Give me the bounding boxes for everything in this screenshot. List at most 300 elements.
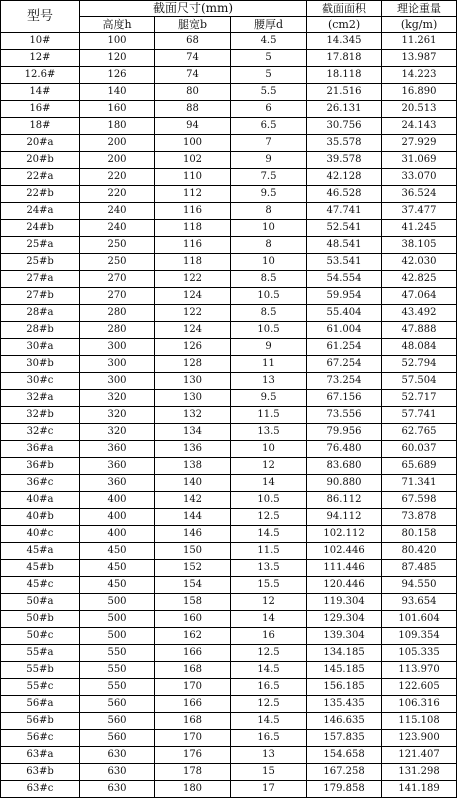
flange-width-cell: 124 bbox=[155, 322, 231, 339]
flange-width-cell: 166 bbox=[155, 696, 231, 713]
area-cell: 21.516 bbox=[307, 84, 382, 101]
flange-width-cell: 136 bbox=[155, 441, 231, 458]
table-row bbox=[1, 696, 457, 713]
weight-cell: 42.825 bbox=[382, 271, 457, 288]
model-cell: 12.6# bbox=[1, 67, 80, 84]
web-thickness-cell: 6.5 bbox=[231, 118, 307, 135]
model-cell: 32#c bbox=[1, 424, 80, 441]
table-row bbox=[1, 526, 457, 543]
table-row bbox=[1, 730, 457, 747]
area-cell: 134.185 bbox=[307, 645, 382, 662]
flange-width-cell: 138 bbox=[155, 458, 231, 475]
model-cell: 56#c bbox=[1, 730, 80, 747]
height-cell: 270 bbox=[80, 271, 155, 288]
table-row bbox=[1, 305, 457, 322]
model-cell: 22#a bbox=[1, 169, 80, 186]
table-row bbox=[1, 611, 457, 628]
area-cell: 102.446 bbox=[307, 543, 382, 560]
web-thickness-cell: 12.5 bbox=[231, 645, 307, 662]
table-row bbox=[1, 458, 457, 475]
height-cell: 450 bbox=[80, 543, 155, 560]
area-cell: 17.818 bbox=[307, 50, 382, 67]
flange-width-cell: 100 bbox=[155, 135, 231, 152]
height-cell: 200 bbox=[80, 135, 155, 152]
model-cell: 50#c bbox=[1, 628, 80, 645]
height-cell: 560 bbox=[80, 713, 155, 730]
model-cell: 27#a bbox=[1, 271, 80, 288]
height-cell: 300 bbox=[80, 373, 155, 390]
flange-width-cell: 118 bbox=[155, 220, 231, 237]
area-cell: 119.304 bbox=[307, 594, 382, 611]
web-thickness-cell: 17 bbox=[231, 781, 307, 798]
flange-width-cell: 154 bbox=[155, 577, 231, 594]
table-row bbox=[1, 322, 457, 339]
table-row bbox=[1, 407, 457, 424]
flange-width-cell: 168 bbox=[155, 662, 231, 679]
table-body bbox=[1, 33, 457, 798]
web-thickness-cell: 13 bbox=[231, 747, 307, 764]
flange-width-cell: 128 bbox=[155, 356, 231, 373]
area-cell: 90.880 bbox=[307, 475, 382, 492]
weight-cell: 115.108 bbox=[382, 713, 457, 730]
height-cell: 360 bbox=[80, 441, 155, 458]
area-header: 截面面积 bbox=[307, 1, 382, 17]
flange-width-cell: 118 bbox=[155, 254, 231, 271]
table-header bbox=[1, 1, 457, 33]
weight-cell: 105.335 bbox=[382, 645, 457, 662]
flange-width-cell: 74 bbox=[155, 67, 231, 84]
table-row bbox=[1, 203, 457, 220]
area-cell: 157.835 bbox=[307, 730, 382, 747]
area-cell: 73.254 bbox=[307, 373, 382, 390]
web-thickness-cell: 8.5 bbox=[231, 305, 307, 322]
flange-width-cell: 112 bbox=[155, 186, 231, 203]
flange-width-cell: 102 bbox=[155, 152, 231, 169]
table-row bbox=[1, 475, 457, 492]
height-cell: 280 bbox=[80, 305, 155, 322]
area-cell: 18.118 bbox=[307, 67, 382, 84]
weight-cell: 57.741 bbox=[382, 407, 457, 424]
web-thickness-cell: 8.5 bbox=[231, 271, 307, 288]
table-row bbox=[1, 50, 457, 67]
weight-cell: 106.316 bbox=[382, 696, 457, 713]
web-thickness-cell: 14.5 bbox=[231, 662, 307, 679]
area-cell: 129.304 bbox=[307, 611, 382, 628]
model-cell: 63#c bbox=[1, 781, 80, 798]
weight-cell: 80.420 bbox=[382, 543, 457, 560]
model-cell: 28#a bbox=[1, 305, 80, 322]
height-cell: 400 bbox=[80, 526, 155, 543]
web-thickness-cell: 16 bbox=[231, 628, 307, 645]
height-cell: 560 bbox=[80, 730, 155, 747]
height-cell: 240 bbox=[80, 220, 155, 237]
model-cell: 25#b bbox=[1, 254, 80, 271]
height-cell: 630 bbox=[80, 747, 155, 764]
model-cell: 50#b bbox=[1, 611, 80, 628]
flange-width-cell: 88 bbox=[155, 101, 231, 118]
area-cell: 83.680 bbox=[307, 458, 382, 475]
flange-width-cell: 152 bbox=[155, 560, 231, 577]
weight-cell: 62.765 bbox=[382, 424, 457, 441]
area-cell: 52.541 bbox=[307, 220, 382, 237]
flange-width-cell: 166 bbox=[155, 645, 231, 662]
web-thickness-cell: 7.5 bbox=[231, 169, 307, 186]
flange-width-cell: 168 bbox=[155, 713, 231, 730]
height-cell: 500 bbox=[80, 611, 155, 628]
area-cell: 46.528 bbox=[307, 186, 382, 203]
model-cell: 36#b bbox=[1, 458, 80, 475]
web-thickness-cell: 12.5 bbox=[231, 696, 307, 713]
model-cell: 45#b bbox=[1, 560, 80, 577]
table-row bbox=[1, 339, 457, 356]
flange-width-cell: 126 bbox=[155, 339, 231, 356]
table-row bbox=[1, 543, 457, 560]
flange-width-cell: 170 bbox=[155, 730, 231, 747]
flange-width-cell: 160 bbox=[155, 611, 231, 628]
area-cell: 55.404 bbox=[307, 305, 382, 322]
weight-cell: 131.298 bbox=[382, 764, 457, 781]
model-cell: 45#a bbox=[1, 543, 80, 560]
model-cell: 36#a bbox=[1, 441, 80, 458]
flange-width-cell: 94 bbox=[155, 118, 231, 135]
height-cell: 560 bbox=[80, 696, 155, 713]
web-thickness-cell: 12 bbox=[231, 458, 307, 475]
area-cell: 67.254 bbox=[307, 356, 382, 373]
area-cell: 156.185 bbox=[307, 679, 382, 696]
web-thickness-cell: 6 bbox=[231, 101, 307, 118]
web-thickness-cell: 5.5 bbox=[231, 84, 307, 101]
area-cell: 76.480 bbox=[307, 441, 382, 458]
table-row bbox=[1, 186, 457, 203]
weight-cell: 73.878 bbox=[382, 509, 457, 526]
height-cell: 360 bbox=[80, 475, 155, 492]
weight-cell: 48.084 bbox=[382, 339, 457, 356]
height-cell: 250 bbox=[80, 237, 155, 254]
height-cell: 220 bbox=[80, 186, 155, 203]
table-row bbox=[1, 781, 457, 798]
web-thickness-cell: 10.5 bbox=[231, 492, 307, 509]
height-cell: 160 bbox=[80, 101, 155, 118]
flange-width-cell: 170 bbox=[155, 679, 231, 696]
weight-cell: 141.189 bbox=[382, 781, 457, 798]
table-row bbox=[1, 679, 457, 696]
area-cell: 61.254 bbox=[307, 339, 382, 356]
flange-width-cell: 132 bbox=[155, 407, 231, 424]
height-cell: 140 bbox=[80, 84, 155, 101]
area-cell: 26.131 bbox=[307, 101, 382, 118]
height-cell: 450 bbox=[80, 577, 155, 594]
web-thickness-cell: 10.5 bbox=[231, 322, 307, 339]
area-cell: 120.446 bbox=[307, 577, 382, 594]
weight-cell: 65.689 bbox=[382, 458, 457, 475]
weight-cell: 121.407 bbox=[382, 747, 457, 764]
web-thickness-cell: 7 bbox=[231, 135, 307, 152]
height-cell: 120 bbox=[80, 50, 155, 67]
height-cell: 220 bbox=[80, 169, 155, 186]
height-cell: 126 bbox=[80, 67, 155, 84]
web-thickness-cell: 9 bbox=[231, 339, 307, 356]
weight-cell: 43.492 bbox=[382, 305, 457, 322]
flange-width-cell: 110 bbox=[155, 169, 231, 186]
height-cell: 550 bbox=[80, 662, 155, 679]
flange-width-cell: 158 bbox=[155, 594, 231, 611]
area-cell: 179.858 bbox=[307, 781, 382, 798]
height-cell: 320 bbox=[80, 390, 155, 407]
weight-cell: 52.717 bbox=[382, 390, 457, 407]
weight-cell: 42.030 bbox=[382, 254, 457, 271]
area-cell: 35.578 bbox=[307, 135, 382, 152]
area-cell: 139.304 bbox=[307, 628, 382, 645]
web-thickness-cell: 15.5 bbox=[231, 577, 307, 594]
web-thickness-cell: 5 bbox=[231, 67, 307, 84]
height-cell: 240 bbox=[80, 203, 155, 220]
model-cell: 32#a bbox=[1, 390, 80, 407]
weight-cell: 109.354 bbox=[382, 628, 457, 645]
area-cell: 61.004 bbox=[307, 322, 382, 339]
table-row bbox=[1, 441, 457, 458]
weight-cell: 47.888 bbox=[382, 322, 457, 339]
model-cell: 55#a bbox=[1, 645, 80, 662]
web-thickness-cell: 13.5 bbox=[231, 424, 307, 441]
weight-cell: 47.064 bbox=[382, 288, 457, 305]
flange-width-cell: 68 bbox=[155, 33, 231, 50]
height-cell: 250 bbox=[80, 254, 155, 271]
web-thickness-cell: 10 bbox=[231, 254, 307, 271]
table-row bbox=[1, 67, 457, 84]
model-cell: 14# bbox=[1, 84, 80, 101]
area-cell: 167.258 bbox=[307, 764, 382, 781]
table-row bbox=[1, 713, 457, 730]
weight-cell: 36.524 bbox=[382, 186, 457, 203]
model-cell: 50#a bbox=[1, 594, 80, 611]
web-thickness-cell: 11.5 bbox=[231, 407, 307, 424]
height-cell: 500 bbox=[80, 594, 155, 611]
web-thickness-header: 腰厚d bbox=[231, 17, 307, 33]
model-cell: 40#c bbox=[1, 526, 80, 543]
flange-width-cell: 144 bbox=[155, 509, 231, 526]
model-header: 型号 bbox=[1, 1, 80, 33]
model-cell: 40#b bbox=[1, 509, 80, 526]
web-thickness-cell: 10 bbox=[231, 220, 307, 237]
flange-width-cell: 122 bbox=[155, 305, 231, 322]
weight-cell: 31.069 bbox=[382, 152, 457, 169]
flange-width-cell: 140 bbox=[155, 475, 231, 492]
model-cell: 55#b bbox=[1, 662, 80, 679]
weight-cell: 37.477 bbox=[382, 203, 457, 220]
model-cell: 30#a bbox=[1, 339, 80, 356]
weight-cell: 93.654 bbox=[382, 594, 457, 611]
table-row bbox=[1, 764, 457, 781]
model-cell: 18# bbox=[1, 118, 80, 135]
table-row bbox=[1, 390, 457, 407]
area-cell: 86.112 bbox=[307, 492, 382, 509]
weight-cell: 33.070 bbox=[382, 169, 457, 186]
flange-width-cell: 122 bbox=[155, 271, 231, 288]
height-cell: 270 bbox=[80, 288, 155, 305]
height-cell: 550 bbox=[80, 645, 155, 662]
weight-cell: 122.605 bbox=[382, 679, 457, 696]
model-cell: 20#b bbox=[1, 152, 80, 169]
web-thickness-cell: 16.5 bbox=[231, 730, 307, 747]
web-thickness-cell: 4.5 bbox=[231, 33, 307, 50]
flange-width-cell: 80 bbox=[155, 84, 231, 101]
weight-cell: 27.929 bbox=[382, 135, 457, 152]
web-thickness-cell: 12 bbox=[231, 594, 307, 611]
height-cell: 400 bbox=[80, 509, 155, 526]
height-header: 高度h bbox=[80, 17, 155, 33]
weight-cell: 57.504 bbox=[382, 373, 457, 390]
area-cell: 54.554 bbox=[307, 271, 382, 288]
web-thickness-cell: 9.5 bbox=[231, 186, 307, 203]
table-row bbox=[1, 747, 457, 764]
area-cell: 94.112 bbox=[307, 509, 382, 526]
area-cell: 73.556 bbox=[307, 407, 382, 424]
table-row bbox=[1, 220, 457, 237]
area-cell: 14.345 bbox=[307, 33, 382, 50]
model-cell: 27#b bbox=[1, 288, 80, 305]
table-row bbox=[1, 577, 457, 594]
weight-cell: 80.158 bbox=[382, 526, 457, 543]
section-size-header: 截面尺寸(mm) bbox=[80, 1, 307, 17]
table-row bbox=[1, 237, 457, 254]
weight-cell: 123.900 bbox=[382, 730, 457, 747]
height-cell: 630 bbox=[80, 781, 155, 798]
web-thickness-cell: 12.5 bbox=[231, 509, 307, 526]
height-cell: 360 bbox=[80, 458, 155, 475]
web-thickness-cell: 14.5 bbox=[231, 526, 307, 543]
weight-cell: 16.890 bbox=[382, 84, 457, 101]
web-thickness-cell: 8 bbox=[231, 237, 307, 254]
height-cell: 200 bbox=[80, 152, 155, 169]
model-cell: 20#a bbox=[1, 135, 80, 152]
web-thickness-cell: 11.5 bbox=[231, 543, 307, 560]
web-thickness-cell: 14.5 bbox=[231, 713, 307, 730]
flange-width-cell: 124 bbox=[155, 288, 231, 305]
flange-width-cell: 130 bbox=[155, 373, 231, 390]
area-cell: 30.756 bbox=[307, 118, 382, 135]
table-row bbox=[1, 254, 457, 271]
area-cell: 79.956 bbox=[307, 424, 382, 441]
table-row bbox=[1, 101, 457, 118]
web-thickness-cell: 11 bbox=[231, 356, 307, 373]
height-cell: 280 bbox=[80, 322, 155, 339]
area-cell: 154.658 bbox=[307, 747, 382, 764]
weight-unit-header: (kg/m) bbox=[382, 17, 457, 33]
web-thickness-cell: 10 bbox=[231, 441, 307, 458]
weight-cell: 113.970 bbox=[382, 662, 457, 679]
flange-width-cell: 162 bbox=[155, 628, 231, 645]
table-row bbox=[1, 424, 457, 441]
height-cell: 400 bbox=[80, 492, 155, 509]
model-cell: 55#c bbox=[1, 679, 80, 696]
height-cell: 630 bbox=[80, 764, 155, 781]
table-row bbox=[1, 356, 457, 373]
model-cell: 12# bbox=[1, 50, 80, 67]
area-cell: 53.541 bbox=[307, 254, 382, 271]
weight-cell: 13.987 bbox=[382, 50, 457, 67]
area-unit-header: (cm2) bbox=[307, 17, 382, 33]
model-cell: 16# bbox=[1, 101, 80, 118]
weight-cell: 60.037 bbox=[382, 441, 457, 458]
web-thickness-cell: 13 bbox=[231, 373, 307, 390]
web-thickness-cell: 10.5 bbox=[231, 288, 307, 305]
weight-cell: 67.598 bbox=[382, 492, 457, 509]
area-cell: 42.128 bbox=[307, 169, 382, 186]
weight-header: 理论重量 bbox=[382, 1, 457, 17]
height-cell: 550 bbox=[80, 679, 155, 696]
table-row bbox=[1, 288, 457, 305]
area-cell: 135.435 bbox=[307, 696, 382, 713]
model-cell: 45#c bbox=[1, 577, 80, 594]
flange-width-cell: 142 bbox=[155, 492, 231, 509]
table-row bbox=[1, 560, 457, 577]
table-row bbox=[1, 152, 457, 169]
web-thickness-cell: 16.5 bbox=[231, 679, 307, 696]
weight-cell: 20.513 bbox=[382, 101, 457, 118]
table-row bbox=[1, 645, 457, 662]
table-row bbox=[1, 135, 457, 152]
flange-width-cell: 150 bbox=[155, 543, 231, 560]
table-row bbox=[1, 373, 457, 390]
model-cell: 56#b bbox=[1, 713, 80, 730]
height-cell: 320 bbox=[80, 407, 155, 424]
weight-cell: 52.794 bbox=[382, 356, 457, 373]
model-cell: 40#a bbox=[1, 492, 80, 509]
height-cell: 100 bbox=[80, 33, 155, 50]
flange-width-header: 腿宽b bbox=[155, 17, 231, 33]
web-thickness-cell: 5 bbox=[231, 50, 307, 67]
area-cell: 102.112 bbox=[307, 526, 382, 543]
weight-cell: 71.341 bbox=[382, 475, 457, 492]
area-cell: 146.635 bbox=[307, 713, 382, 730]
model-cell: 25#a bbox=[1, 237, 80, 254]
weight-cell: 41.245 bbox=[382, 220, 457, 237]
model-cell: 24#a bbox=[1, 203, 80, 220]
weight-cell: 94.550 bbox=[382, 577, 457, 594]
model-cell: 36#c bbox=[1, 475, 80, 492]
area-cell: 39.578 bbox=[307, 152, 382, 169]
area-cell: 67.156 bbox=[307, 390, 382, 407]
height-cell: 450 bbox=[80, 560, 155, 577]
table-row bbox=[1, 628, 457, 645]
flange-width-cell: 130 bbox=[155, 390, 231, 407]
model-cell: 10# bbox=[1, 33, 80, 50]
table-row bbox=[1, 509, 457, 526]
model-cell: 63#a bbox=[1, 747, 80, 764]
height-cell: 500 bbox=[80, 628, 155, 645]
web-thickness-cell: 14 bbox=[231, 611, 307, 628]
table-row bbox=[1, 118, 457, 135]
web-thickness-cell: 9.5 bbox=[231, 390, 307, 407]
web-thickness-cell: 13.5 bbox=[231, 560, 307, 577]
area-cell: 59.954 bbox=[307, 288, 382, 305]
flange-width-cell: 178 bbox=[155, 764, 231, 781]
model-cell: 30#c bbox=[1, 373, 80, 390]
flange-width-cell: 146 bbox=[155, 526, 231, 543]
table-row bbox=[1, 33, 457, 50]
model-cell: 30#b bbox=[1, 356, 80, 373]
header-row-top bbox=[1, 1, 457, 17]
table-row bbox=[1, 594, 457, 611]
height-cell: 180 bbox=[80, 118, 155, 135]
table-row bbox=[1, 271, 457, 288]
model-cell: 32#b bbox=[1, 407, 80, 424]
area-cell: 47.741 bbox=[307, 203, 382, 220]
height-cell: 320 bbox=[80, 424, 155, 441]
flange-width-cell: 116 bbox=[155, 203, 231, 220]
area-cell: 48.541 bbox=[307, 237, 382, 254]
height-cell: 300 bbox=[80, 339, 155, 356]
